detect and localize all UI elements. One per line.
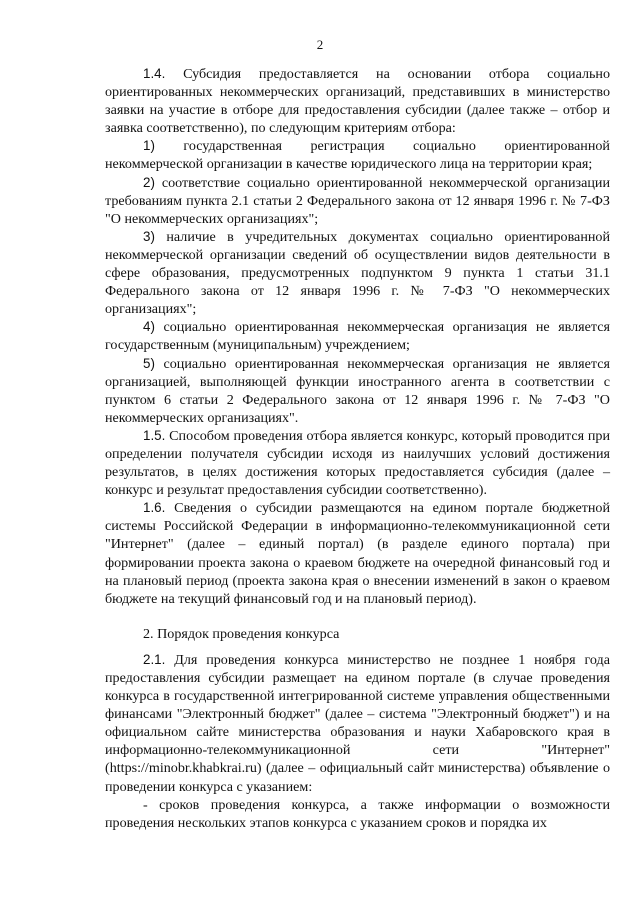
paragraph-1-6	[105, 499, 610, 608]
paragraph-2-1	[105, 651, 610, 796]
criterion-3	[105, 228, 610, 318]
paragraph-number: 1.4.	[143, 66, 166, 81]
criterion-number: 3)	[143, 228, 155, 244]
paragraph-text: Сведения о субсидии размещаются на едином портале бюджетной системы Российской Федерации в информационно-телекоммуникационной сети "Интернет" (далее – единый портал) (в разделе единого портала) при формировании проекта закона о краевом бюджете на очередной финансовый год и на плановый период (проекта закона края о внесении изменений в закон о краевом бюджете на текущий финансовый год и на плановый период).	[105, 500, 610, 607]
criterion-number: 4)	[143, 319, 155, 335]
list-item-dash	[105, 796, 610, 832]
paragraph-number: 2.1.	[143, 651, 166, 667]
section-heading: 2. Порядок проведения конкурса	[143, 625, 340, 642]
list-item-text: сроков проведения конкурса, а также информации о возможности проведения нескольких этапов конкурса с указанием сроков и порядка их	[105, 796, 610, 831]
criterion-text: социально ориентированная некоммерческая организация не является государственным (муниципальным) учреждением;	[105, 319, 610, 354]
criterion-text: наличие в учредительных документах социально ориентированной некоммерческой организации сведений об осуществлении видов деятельности в сфере образования, предусмотренных подпунктом 9 пункта 1 статьи 31.1 Федерального закона от 12 января 1996 г. № 7-ФЗ "О некоммерческих организациях";	[105, 228, 610, 318]
paragraph-1-5	[105, 427, 610, 499]
criterion-2	[105, 174, 610, 228]
paragraph-number: 1.6.	[143, 500, 166, 516]
paragraph-1-4	[105, 65, 610, 137]
document-body	[105, 65, 610, 832]
criterion-text: социально ориентированная некоммерческая организация не является организацией, выполняющей функции иностранного агента в соответствии с пунктом 6 статьи 2 Федерального закона от 12 января 1996 г. № 7-ФЗ "О некоммерческих организациях".	[105, 355, 610, 426]
criterion-number: 1)	[143, 138, 155, 154]
criterion-number: 5)	[143, 355, 155, 371]
criterion-text: государственная регистрация социально ориентированной некоммерческой организации в качестве юридического лица на территории края;	[105, 138, 610, 173]
criterion-1	[105, 137, 610, 173]
criterion-number: 2)	[143, 174, 155, 190]
criterion-text: соответствие социально ориентированной некоммерческой организации требованиям пункта 2.1 статьи 2 Федерального закона от 12 января 1996 г. № 7-ФЗ "О некоммерческих организациях";	[105, 174, 610, 227]
paragraph-text: Для проведения конкурса министерство не позднее 1 ноября года предоставления субсидии размещает на едином портале (в случае проведения конкурса в государственной интегрированной системе управления общественными финансами "Электронный бюджет" (далее – система "Электронный бюджет") и на официальном сайте министерства образования и науки Хабаровского края в информационно-телекоммуникационной сети "Интернет" (https://minobr.khabkrai.ru) (далее – официальный сайт министерства) объявление о проведении конкурса с указанием:	[105, 651, 610, 795]
criterion-5	[105, 355, 610, 427]
paragraph-text: Субсидия предоставляется на основании отбора социально ориентированных некоммерческих организаций, представивших в министерство заявки на участие в отборе для предоставления субсидии (далее также – отбор и заявка соответственно), по следующим критериям отбора:	[105, 66, 610, 137]
list-dash: -	[143, 796, 148, 813]
paragraph-number: 1.5.	[143, 427, 166, 443]
criterion-4	[105, 318, 610, 354]
page-number: 2	[316, 37, 324, 52]
paragraph-text: Способом проведения отбора является конкурс, который проводится при определении получателя субсидии исходя из наилучших условий достижения результатов, в целях достижения которых предоставляется субсидия (далее – конкурс и результат предоставления субсидии соответственно).	[105, 427, 610, 499]
